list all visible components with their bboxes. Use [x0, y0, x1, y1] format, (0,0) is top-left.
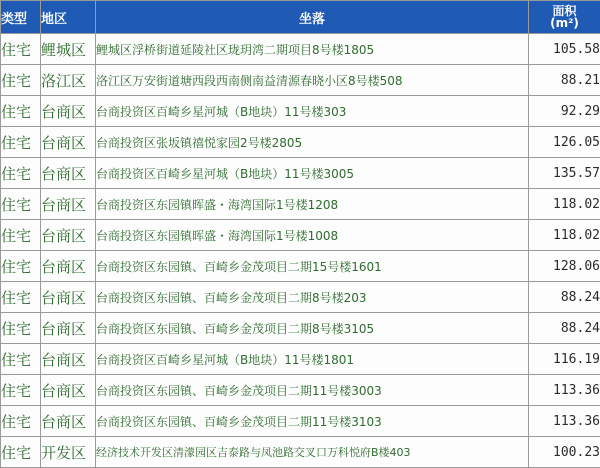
cell-district: 洛江区: [41, 65, 96, 96]
cell-area: 135.57: [529, 158, 600, 189]
table-row: [1, 406, 600, 437]
cell-address: 台商投资区东园镇晖盛・海湾国际1号楼1008: [96, 220, 529, 251]
table-row: [1, 282, 600, 313]
cell-type: 住宅: [1, 313, 41, 344]
table-row: [1, 375, 600, 406]
cell-area: 118.02: [529, 220, 600, 251]
cell-district: 台商区: [41, 313, 96, 344]
cell-type: 住宅: [1, 437, 41, 468]
cell-address: 鲤城区浮桥街道延陵社区珑玥湾二期项目8号楼1805: [96, 34, 529, 65]
table-row: [1, 313, 600, 344]
cell-district: 台商区: [41, 96, 96, 127]
cell-address: 台商投资区百崎乡星河城（B地块）11号楼303: [96, 96, 529, 127]
cell-area: 113.36: [529, 375, 600, 406]
table-row: [1, 251, 600, 282]
cell-type: 住宅: [1, 375, 41, 406]
cell-district: 台商区: [41, 406, 96, 437]
table-row: [1, 34, 600, 65]
table-row: [1, 220, 600, 251]
cell-type: 住宅: [1, 96, 41, 127]
cell-district: 台商区: [41, 127, 96, 158]
cell-address: 洛江区万安街道塘西段西南侧南益清源春晓小区8号楼508: [96, 65, 529, 96]
cell-address: 台商投资区百崎乡星河城（B地块）11号楼1801: [96, 344, 529, 375]
cell-address: 台商投资区张坂镇禧悦家园2号楼2805: [96, 127, 529, 158]
cell-district: 台商区: [41, 375, 96, 406]
column-header-district: 地区: [41, 1, 96, 34]
cell-address: 台商投资区东园镇晖盛・海湾国际1号楼1208: [96, 189, 529, 220]
cell-area: 88.21: [529, 65, 600, 96]
table-row: [1, 96, 600, 127]
table-header-row: [1, 1, 600, 34]
cell-type: 住宅: [1, 251, 41, 282]
area-label: 面积: [529, 5, 600, 17]
table-row: [1, 189, 600, 220]
table-row: [1, 437, 600, 468]
cell-address: 台商投资区东园镇、百崎乡金茂项目二期8号楼3105: [96, 313, 529, 344]
column-header-type: 类型: [1, 1, 41, 34]
cell-address: 台商投资区东园镇、百崎乡金茂项目二期15号楼1601: [96, 251, 529, 282]
cell-address: 台商投资区东园镇、百崎乡金茂项目二期8号楼203: [96, 282, 529, 313]
cell-type: 住宅: [1, 406, 41, 437]
cell-address: 台商投资区百崎乡星河城（B地块）11号楼3005: [96, 158, 529, 189]
cell-district: 鲤城区: [41, 34, 96, 65]
area-unit: (m²): [529, 17, 600, 29]
cell-area: 128.06: [529, 251, 600, 282]
cell-type: 住宅: [1, 65, 41, 96]
cell-type: 住宅: [1, 189, 41, 220]
cell-area: 100.23: [529, 437, 600, 468]
cell-district: 开发区: [41, 437, 96, 468]
cell-district: 台商区: [41, 220, 96, 251]
cell-area: 88.24: [529, 313, 600, 344]
cell-address: 台商投资区东园镇、百崎乡金茂项目二期11号楼3003: [96, 375, 529, 406]
table-row: [1, 158, 600, 189]
cell-area: 113.36: [529, 406, 600, 437]
cell-district: 台商区: [41, 189, 96, 220]
cell-district: 台商区: [41, 251, 96, 282]
cell-type: 住宅: [1, 127, 41, 158]
cell-address: 台商投资区东园镇、百崎乡金茂项目二期11号楼3103: [96, 406, 529, 437]
cell-type: 住宅: [1, 158, 41, 189]
cell-area: 126.05: [529, 127, 600, 158]
table-row: [1, 65, 600, 96]
cell-area: 105.58: [529, 34, 600, 65]
cell-area: 92.29: [529, 96, 600, 127]
cell-district: 台商区: [41, 158, 96, 189]
cell-type: 住宅: [1, 344, 41, 375]
cell-district: 台商区: [41, 344, 96, 375]
table-row: [1, 127, 600, 158]
cell-type: 住宅: [1, 34, 41, 65]
cell-type: 住宅: [1, 282, 41, 313]
column-header-area: [529, 1, 600, 34]
cell-area: 118.02: [529, 189, 600, 220]
column-header-address: 坐落: [96, 1, 529, 34]
cell-type: 住宅: [1, 220, 41, 251]
table-row: [1, 344, 600, 375]
cell-area: 116.19: [529, 344, 600, 375]
cell-district: 台商区: [41, 282, 96, 313]
cell-address: 经济技术开发区清濛园区吉泰路与凤池路交叉口万科悦府B楼403: [96, 437, 529, 468]
cell-area: 88.24: [529, 282, 600, 313]
